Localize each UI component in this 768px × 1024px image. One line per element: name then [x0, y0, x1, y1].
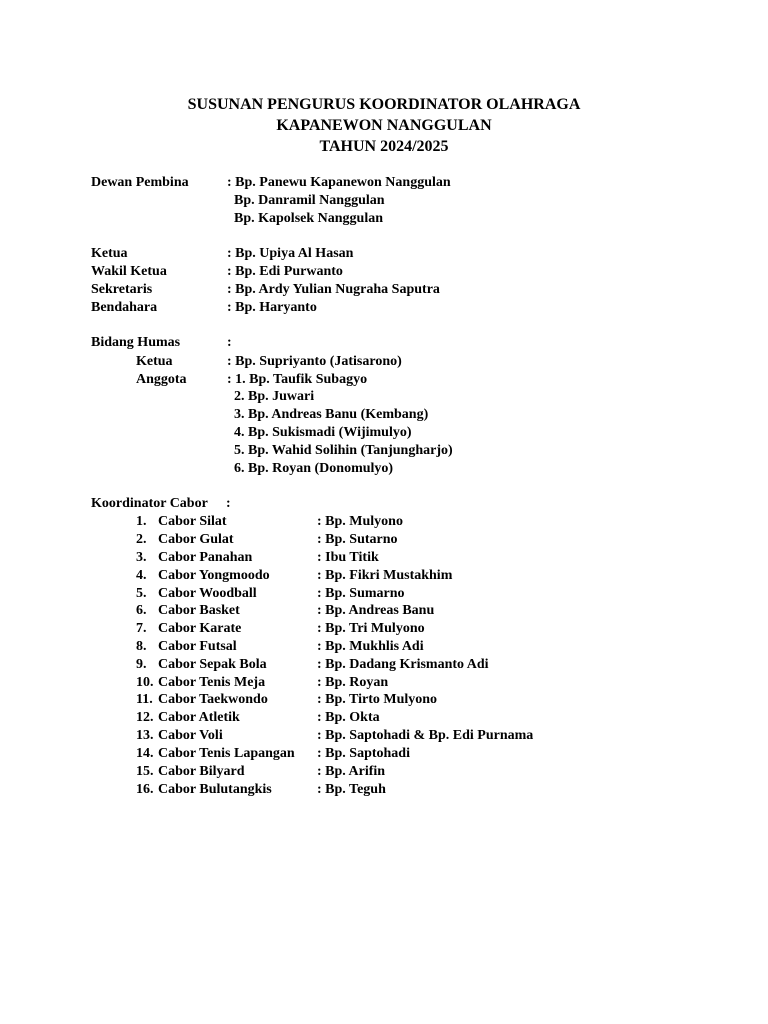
bidang-humas-anggota-label: Anggota: [136, 372, 187, 387]
cabor-number: 14.: [136, 746, 154, 761]
cabor-person: : Bp. Andreas Banu: [317, 603, 435, 618]
bidang-humas-anggota-item: 4. Bp. Sukismadi (Wijimulyo): [234, 425, 412, 440]
cabor-number: 15.: [136, 764, 154, 779]
cabor-sport: Cabor Futsal: [158, 639, 237, 654]
cabor-person: : Bp. Royan: [317, 675, 389, 690]
cabor-sport: Cabor Taekwondo: [158, 692, 268, 707]
bidang-humas-anggota-item: : 1. Bp. Taufik Subagyo: [227, 372, 368, 387]
cabor-person: : Bp. Fikri Mustakhim: [317, 568, 453, 583]
cabor-sport: Cabor Bulutangkis: [158, 782, 272, 797]
cabor-number: 5.: [136, 586, 147, 601]
officer-name-ketua: : Bp. Upiya Al Hasan: [227, 246, 354, 261]
bidang-humas-label: Bidang Humas: [91, 335, 181, 350]
dewan-pembina-member: : Bp. Panewu Kapanewon Nanggulan: [227, 175, 451, 190]
cabor-number: 2.: [136, 532, 147, 547]
bidang-humas-anggota-item: 5. Bp. Wahid Solihin (Tanjungharjo): [234, 443, 453, 458]
cabor-sport: Cabor Atletik: [158, 710, 240, 725]
officer-role-ketua: Ketua: [91, 246, 128, 261]
document-title-line-2: KAPANEWON NANGGULAN: [276, 117, 492, 134]
koordinator-cabor-label: Koordinator Cabor: [91, 496, 208, 511]
bidang-humas-anggota-item: 6. Bp. Royan (Donomulyo): [234, 461, 394, 476]
cabor-sport: Cabor Silat: [158, 514, 227, 529]
cabor-person: : Bp. Okta: [317, 710, 380, 725]
officer-role-sekretaris: Sekretaris: [91, 282, 153, 297]
bidang-humas-anggota-item: 3. Bp. Andreas Banu (Kembang): [234, 407, 429, 422]
cabor-number: 3.: [136, 550, 147, 565]
cabor-sport: Cabor Panahan: [158, 550, 253, 565]
cabor-person: : Bp. Dadang Krismanto Adi: [317, 657, 489, 672]
cabor-person: : Bp. Mukhlis Adi: [317, 639, 424, 654]
cabor-person: : Bp. Sumarno: [317, 586, 405, 601]
cabor-number: 1.: [136, 514, 147, 529]
cabor-person: : Bp. Tri Mulyono: [317, 621, 425, 636]
cabor-sport: Cabor Sepak Bola: [158, 657, 267, 672]
cabor-sport: Cabor Yongmoodo: [158, 568, 270, 583]
document-title-line-3: TAHUN 2024/2025: [319, 138, 449, 155]
officer-role-bendahara: Bendahara: [91, 300, 158, 315]
cabor-number: 8.: [136, 639, 147, 654]
bidang-humas-ketua-name: : Bp. Supriyanto (Jatisarono): [227, 354, 402, 369]
bidang-humas-anggota-item: 2. Bp. Juwari: [234, 389, 315, 404]
cabor-number: 12.: [136, 710, 154, 725]
cabor-person: : Bp. Tirto Mulyono: [317, 692, 438, 707]
cabor-number: 9.: [136, 657, 147, 672]
cabor-number: 10.: [136, 675, 154, 690]
cabor-number: 6.: [136, 603, 147, 618]
dewan-pembina-label: Dewan Pembina: [91, 175, 189, 190]
cabor-sport: Cabor Tenis Lapangan: [158, 746, 295, 761]
dewan-pembina-member: Bp. Danramil Nanggulan: [234, 193, 385, 208]
cabor-sport: Cabor Voli: [158, 728, 223, 743]
cabor-number: 16.: [136, 782, 154, 797]
officer-name-bendahara: : Bp. Haryanto: [227, 300, 317, 315]
cabor-number: 7.: [136, 621, 147, 636]
cabor-sport: Cabor Tenis Meja: [158, 675, 266, 690]
cabor-person: : Ibu Titik: [317, 550, 379, 565]
dewan-pembina-member: Bp. Kapolsek Nanggulan: [234, 211, 383, 226]
cabor-sport: Cabor Karate: [158, 621, 242, 636]
cabor-person: : Bp. Mulyono: [317, 514, 403, 529]
bidang-humas-ketua-label: Ketua: [136, 354, 173, 369]
cabor-person: : Bp. Arifin: [317, 764, 386, 779]
cabor-number: 13.: [136, 728, 154, 743]
cabor-person: : Bp. Teguh: [317, 782, 386, 797]
bidang-humas-colon: :: [227, 335, 232, 350]
cabor-sport: Cabor Basket: [158, 603, 240, 618]
officer-role-wakil-ketua: Wakil Ketua: [91, 264, 167, 279]
cabor-person: : Bp. Saptohadi: [317, 746, 410, 761]
cabor-sport: Cabor Gulat: [158, 532, 234, 547]
koordinator-cabor-colon: :: [226, 496, 231, 511]
officer-name-wakil-ketua: : Bp. Edi Purwanto: [227, 264, 343, 279]
cabor-number: 11.: [136, 692, 153, 707]
cabor-person: : Bp. Saptohadi & Bp. Edi Purnama: [317, 728, 534, 743]
document-title-line-1: SUSUNAN PENGURUS KOORDINATOR OLAHRAGA: [187, 96, 581, 113]
cabor-number: 4.: [136, 568, 147, 583]
cabor-sport: Cabor Woodball: [158, 586, 257, 601]
cabor-person: : Bp. Sutarno: [317, 532, 398, 547]
cabor-sport: Cabor Bilyard: [158, 764, 245, 779]
officer-name-sekretaris: : Bp. Ardy Yulian Nugraha Saputra: [227, 282, 440, 297]
